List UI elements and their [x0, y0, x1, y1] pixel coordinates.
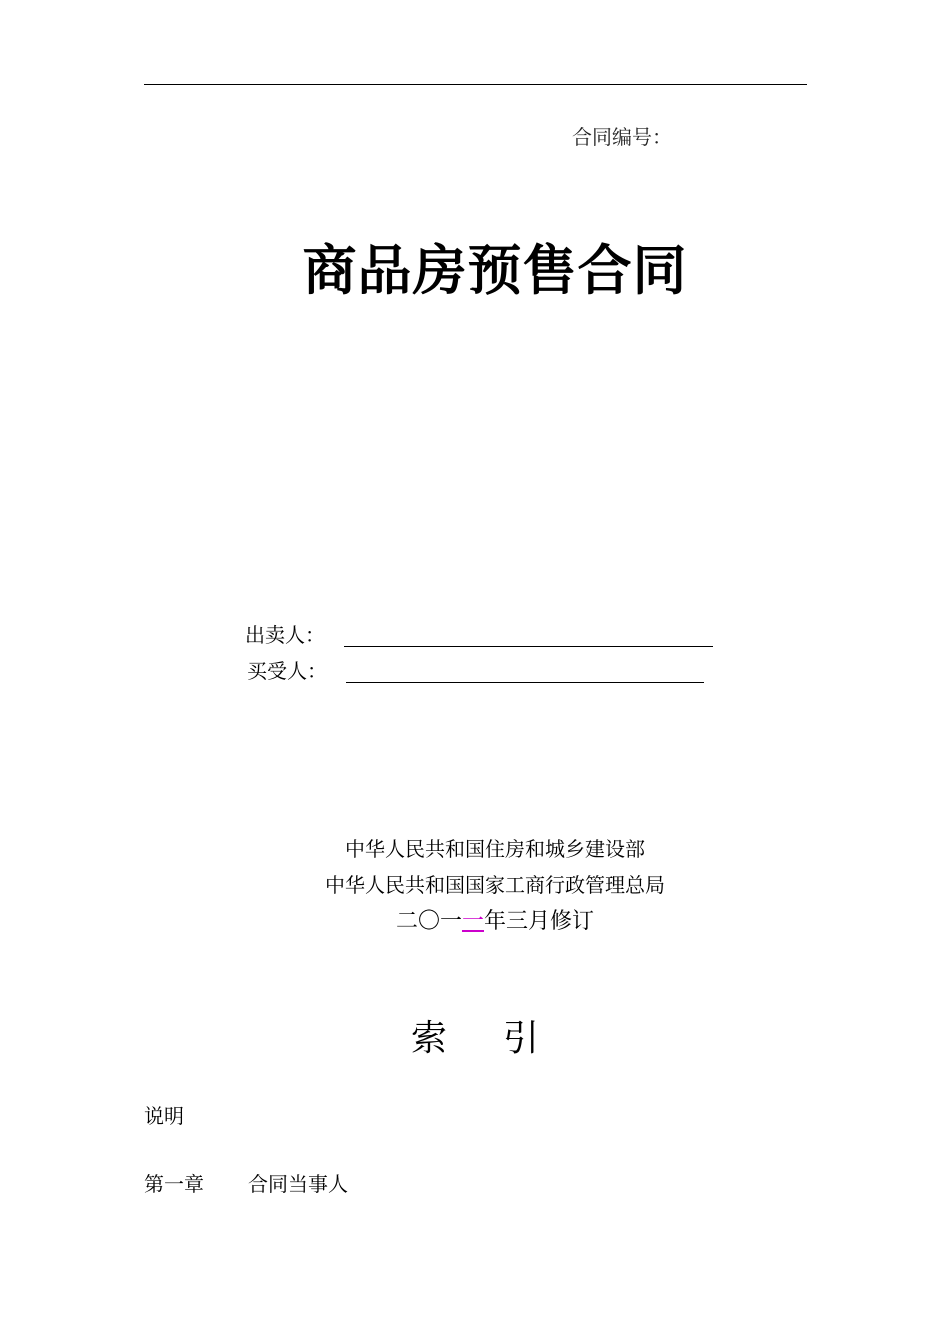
toc-item[interactable] — [144, 1170, 348, 1198]
toc-chapter-title: 合同当事人 — [248, 1172, 348, 1196]
issuer-ministry-housing: 中华人民共和国住房和城乡建设部 — [345, 837, 645, 861]
header-rule — [144, 84, 807, 85]
seller-label: 出卖人： — [245, 623, 325, 647]
buyer-blank-line — [346, 682, 704, 683]
contract-number-label: 合同编号： — [572, 125, 672, 149]
buyer-label: 买受人： — [247, 659, 327, 683]
toc-item[interactable] — [144, 1102, 184, 1130]
index-heading-char-2: 引 — [503, 1018, 540, 1059]
revision-suffix: 年三月修订 — [484, 909, 595, 934]
index-heading — [0, 1014, 950, 1064]
document-title: 商品房预售合同 — [302, 239, 688, 302]
revision-tracked-change: 一 — [461, 909, 484, 934]
issuer-admin-industry-commerce: 中华人民共和国国家工商行政管理总局 — [325, 873, 665, 897]
revision-date — [0, 906, 950, 938]
index-heading-char-1: 索 — [410, 1018, 447, 1059]
toc-chapter-label: 说明 — [144, 1104, 184, 1128]
toc-chapter-label: 第一章 — [144, 1172, 204, 1196]
seller-blank-line — [344, 646, 713, 647]
revision-prefix: 二〇一 — [395, 909, 462, 934]
